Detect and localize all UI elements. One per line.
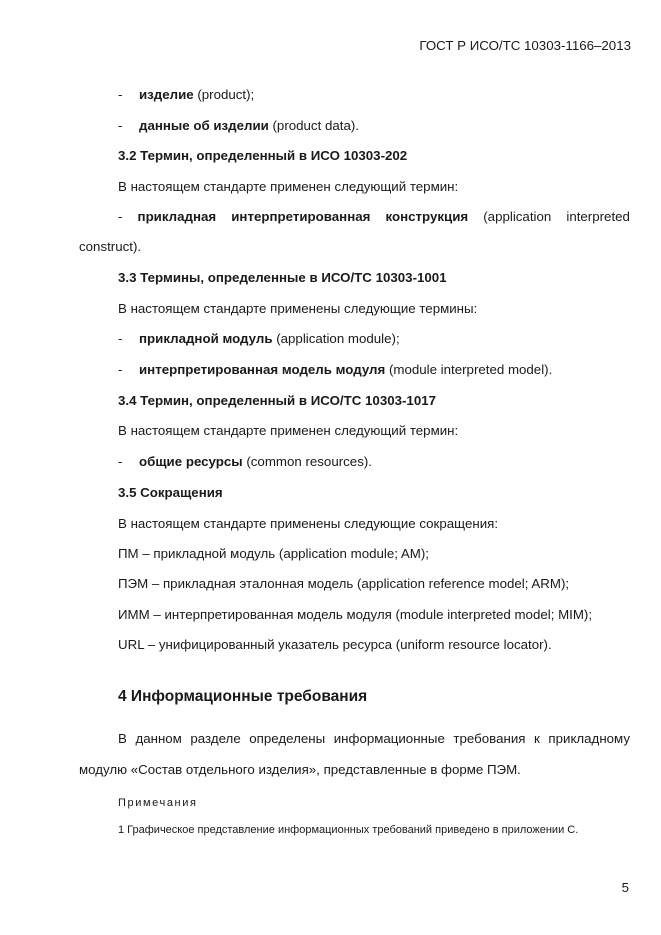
list-item [118,118,359,134]
term-english: (common resources). [242,454,372,469]
term: общие ресурсы [139,454,243,469]
abbreviation-item: ПМ – прикладной модуль (application module; AM); [118,546,429,561]
list-dash: - [118,87,123,102]
note-item: 1 Графическое представление информационных требований приведено в приложении С. [118,824,579,836]
term-english: (application module); [272,331,400,346]
term-english: interpreted [566,209,630,224]
paragraph-line: модулю «Состав отдельного изделия», представленные в форме ПЭМ. [79,762,521,777]
term-english: (module interpreted model). [385,362,553,377]
section-intro: В настоящем стандарте применен следующий термин: [118,423,459,438]
term-english: (application [483,209,552,224]
list-item [118,454,372,470]
section-heading-4: 4 Информационные требования [118,688,368,705]
document-header: ГОСТ Р ИСО/ТС 10303-1166–2013 [419,38,631,53]
list-dash: - [118,209,123,224]
term-word: интерпретированная [231,209,371,224]
section-heading-3-4: 3.4 Термин, определенный в ИСО/ТС 10303-1017 [118,393,437,408]
section-intro: В настоящем стандарте применены следующие сокращения: [118,516,499,531]
term: интерпретированная модель модуля [139,362,386,377]
term: данные об изделии [139,118,269,133]
list-dash: - [118,454,123,469]
page-number: 5 [621,880,629,895]
term-word: прикладная [137,209,217,224]
list-item [118,362,552,378]
section-intro: В настоящем стандарте применен следующий термин: [118,179,459,194]
term: прикладной модуль [139,331,273,346]
term-english: (product data). [268,118,359,133]
list-dash: - [118,118,123,133]
term: изделие [139,87,194,102]
abbreviation-item: URL – унифицированный указатель ресурса (uniform resource locator). [118,637,552,652]
note-title: Примечания [118,797,198,809]
term-english: (product); [193,87,255,102]
abbreviation-item: ПЭМ – прикладная эталонная модель (application reference model; ARM); [118,576,570,591]
section-heading-3-2: 3.2 Термин, определенный в ИСО 10303-202 [118,148,408,163]
list-item [118,331,400,347]
term-word: конструкция [385,209,469,224]
list-item [118,209,630,225]
section-heading-3-3: 3.3 Термины, определенные в ИСО/ТС 10303-1001 [118,270,447,285]
section-heading-3-5: 3.5 Сокращения [118,485,223,500]
list-dash: - [118,331,123,346]
section-intro: В настоящем стандарте применены следующие термины: [118,301,478,316]
list-dash: - [118,362,123,377]
abbreviation-item: ИММ – интерпретированная модель модуля (module interpreted model; MIM); [118,607,593,622]
list-item [118,87,254,103]
paragraph-line: В данном разделе определены информационные требования к прикладному [118,731,630,746]
list-item-continuation: construct). [79,239,142,254]
